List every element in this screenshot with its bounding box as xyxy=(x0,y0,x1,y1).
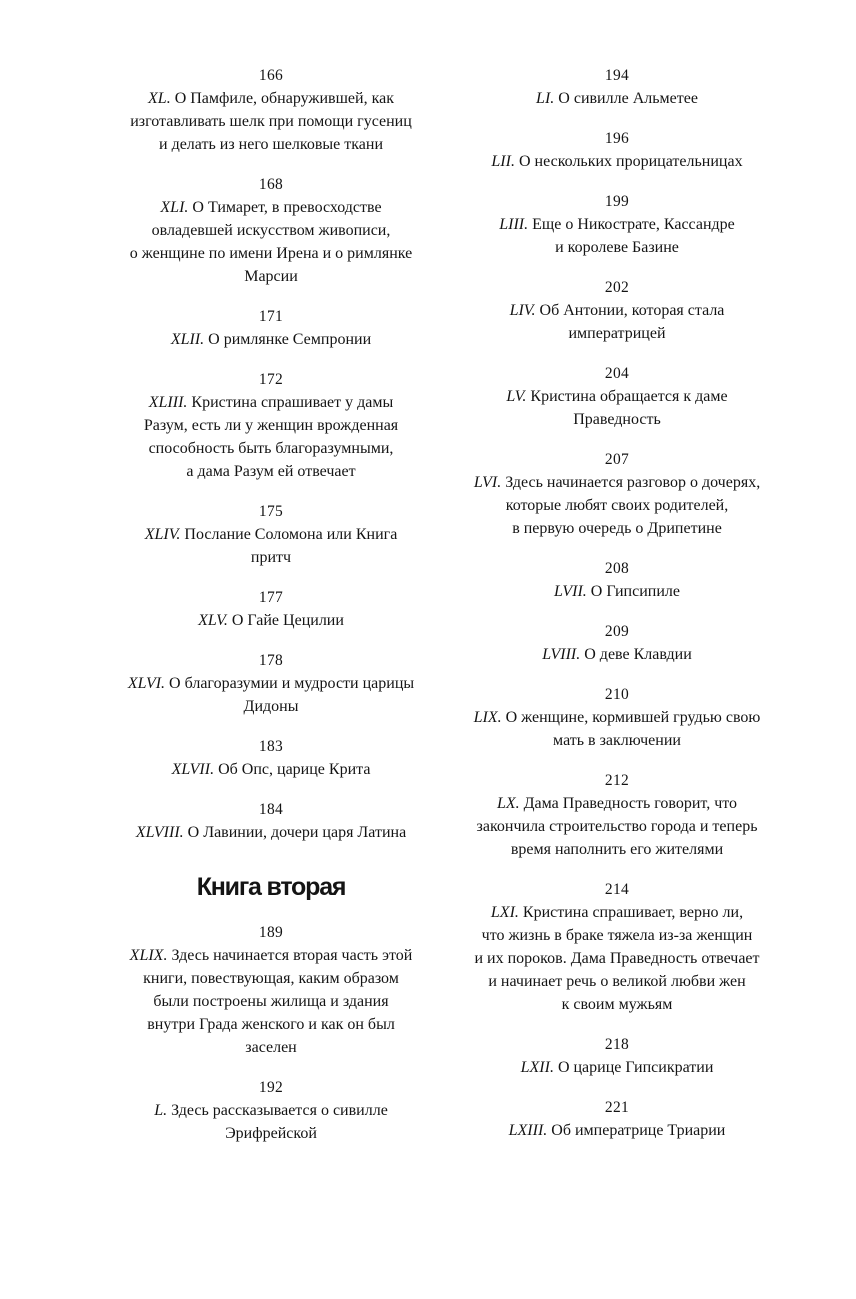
toc-page-number: 218 xyxy=(604,1036,630,1053)
chapter-title-text: О Тимарет, в превосходстве xyxy=(188,199,382,216)
toc-entry-line xyxy=(437,993,797,1016)
toc-page-number: 199 xyxy=(604,193,630,210)
toc-entry xyxy=(437,620,797,666)
toc-entry-line xyxy=(437,1119,797,1142)
chapter-numeral: LXII. xyxy=(520,1059,554,1076)
chapter-numeral: XLI. xyxy=(160,199,189,216)
chapter-title-text: Кристина спрашивает, верно ли, xyxy=(518,904,744,921)
toc-entry xyxy=(91,649,451,718)
chapter-numeral: LVIII. xyxy=(542,646,581,663)
chapter-numeral: XL. xyxy=(148,90,171,107)
chapter-title-text: Марсии xyxy=(244,268,298,285)
toc-entry xyxy=(91,64,451,156)
toc-entry-line xyxy=(91,990,451,1013)
toc-entry-line xyxy=(437,924,797,947)
chapter-title-text: Здесь начинается вторая часть этой xyxy=(167,947,413,964)
chapter-title-text: О Лавинии, дочери царя Латина xyxy=(183,824,407,841)
toc-page-number: 189 xyxy=(258,924,284,941)
chapter-title-text: О царице Гипсикратии xyxy=(553,1059,714,1076)
toc-page-number: 172 xyxy=(258,371,284,388)
chapter-title-text: О нескольких прорицательницах xyxy=(514,153,743,170)
toc-entry xyxy=(91,368,451,483)
chapter-numeral: LII. xyxy=(491,153,515,170)
chapter-title-text: притч xyxy=(250,549,292,566)
chapter-title-text: Кристина обращается к даме xyxy=(526,388,728,405)
toc-page-number: 221 xyxy=(604,1099,630,1116)
toc-entry-line xyxy=(91,609,451,632)
chapter-title-text: которые любят своих родителей, xyxy=(505,497,729,514)
chapter-title-text: О римлянке Семпронии xyxy=(204,331,372,348)
chapter-title-text: овладевшей искусством живописи, xyxy=(151,222,391,239)
chapter-numeral: LVI. xyxy=(473,474,502,491)
toc-entry xyxy=(437,878,797,1016)
toc-entry-line xyxy=(91,672,451,695)
toc-entry-line xyxy=(437,838,797,861)
chapter-title-text: Праведность xyxy=(573,411,661,428)
toc-entry-line xyxy=(91,695,451,718)
toc-entry-line xyxy=(437,322,797,345)
toc-entry xyxy=(437,557,797,603)
chapter-numeral: XLV. xyxy=(198,612,228,629)
toc-entry-line xyxy=(437,87,797,110)
book-two-heading: Книга вторая xyxy=(196,873,346,901)
chapter-title-text: в первую очередь о Дрипетине xyxy=(512,520,722,537)
toc-entry-line xyxy=(91,1099,451,1122)
chapter-title-text: а дама Разум ей отвечает xyxy=(186,463,356,480)
toc-entry-line xyxy=(437,299,797,322)
chapter-title-text: изготавливать шелк при помощи гусениц xyxy=(130,113,412,130)
toc-entry-line xyxy=(91,1013,451,1036)
chapter-title-text: О Памфиле, обнаружившей, как xyxy=(170,90,394,107)
toc-entry-line xyxy=(437,408,797,431)
chapter-numeral: XLIX. xyxy=(129,947,168,964)
toc-entry xyxy=(437,769,797,861)
chapter-title-text: мать в заключении xyxy=(553,732,681,749)
chapter-title-text: О Гипсипиле xyxy=(586,583,680,600)
chapter-title-text: Дидоны xyxy=(243,698,299,715)
chapter-numeral: LIII. xyxy=(499,216,529,233)
toc-entry-line xyxy=(437,150,797,173)
toc-entry-line xyxy=(91,242,451,265)
toc-entry-line xyxy=(91,944,451,967)
toc-entry xyxy=(437,64,797,110)
chapter-title-text: Здесь рассказывается о сивилле xyxy=(167,1102,388,1119)
toc-page-number: 210 xyxy=(604,686,630,703)
toc-entry-line xyxy=(91,546,451,569)
toc-page-number: 171 xyxy=(258,308,284,325)
toc-entry-line xyxy=(91,460,451,483)
toc-entry xyxy=(91,500,451,569)
chapter-title-text: что жизнь в браке тяжела из-за женщин xyxy=(481,927,753,944)
chapter-numeral: LXI. xyxy=(490,904,519,921)
chapter-title-text: Об Антонии, которая стала xyxy=(535,302,725,319)
toc-entry-line xyxy=(437,385,797,408)
toc-page-number: 208 xyxy=(604,560,630,577)
toc-entry-line xyxy=(91,391,451,414)
toc-entry-line xyxy=(91,265,451,288)
toc-entry xyxy=(437,1096,797,1142)
toc-entry-line xyxy=(437,729,797,752)
toc-entry-line xyxy=(437,792,797,815)
chapter-numeral: LIX. xyxy=(473,709,502,726)
toc-page-number: 183 xyxy=(258,738,284,755)
chapter-title-text: О женщине, кормившей грудью свою xyxy=(501,709,761,726)
chapter-title-text: Об императрице Триарии xyxy=(547,1122,726,1139)
toc-entry-line xyxy=(91,196,451,219)
chapter-title-text: Эрифрейской xyxy=(225,1125,317,1142)
chapter-title-text: Послание Соломона или Книга xyxy=(180,526,398,543)
toc-entry-line xyxy=(437,643,797,666)
toc-entry xyxy=(437,190,797,259)
toc-entry-line xyxy=(91,821,451,844)
toc-left-column xyxy=(91,64,451,1162)
chapter-title-text: Разум, есть ли у женщин врожденная xyxy=(143,417,399,434)
toc-entry xyxy=(437,127,797,173)
toc-entry-line xyxy=(437,901,797,924)
toc-entry xyxy=(437,276,797,345)
toc-entry xyxy=(437,683,797,752)
toc-page-number: 202 xyxy=(604,279,630,296)
toc-entry xyxy=(91,798,451,844)
chapter-title-text: О Гайе Цецилии xyxy=(227,612,344,629)
toc-entry-line xyxy=(437,471,797,494)
chapter-title-text: внутри Града женского и как он был xyxy=(147,1016,395,1033)
toc-page-number: 209 xyxy=(604,623,630,640)
toc-page-number: 175 xyxy=(258,503,284,520)
toc-page-number: 207 xyxy=(604,451,630,468)
book-two-entries xyxy=(91,921,451,1145)
chapter-title-text: Здесь начинается разговор о дочерях, xyxy=(501,474,761,491)
chapter-numeral: LXIII. xyxy=(508,1122,548,1139)
chapter-title-text: Дама Праведность говорит, что xyxy=(519,795,738,812)
toc-entry xyxy=(437,448,797,540)
toc-page-number: 192 xyxy=(258,1079,284,1096)
chapter-numeral: XLVI. xyxy=(127,675,166,692)
toc-page-number: 204 xyxy=(604,365,630,382)
book-one-entries xyxy=(91,64,451,844)
toc-entry xyxy=(91,735,451,781)
toc-entry-line xyxy=(437,815,797,838)
chapter-title-text: О благоразумии и мудрости царицы xyxy=(165,675,415,692)
toc-entry-line xyxy=(91,1036,451,1059)
toc-entry xyxy=(91,586,451,632)
chapter-title-text: и начинает речь о великой любви жен xyxy=(488,973,746,990)
toc-entry-line xyxy=(91,967,451,990)
toc-page-number: 196 xyxy=(604,130,630,147)
toc-page-number: 212 xyxy=(604,772,630,789)
chapter-numeral: XLVII. xyxy=(171,761,215,778)
toc-entry-line xyxy=(91,758,451,781)
chapter-title-text: закончила строительство города и теперь xyxy=(476,818,758,835)
toc-entry-line xyxy=(437,706,797,729)
chapter-numeral: XLIII. xyxy=(148,394,188,411)
toc-entry xyxy=(91,921,451,1059)
chapter-title-text: и их пороков. Дама Праведность отвечает xyxy=(474,950,760,967)
chapter-title-text: императрицей xyxy=(568,325,666,342)
toc-entry-line xyxy=(437,213,797,236)
toc-entry-line xyxy=(91,219,451,242)
chapter-title-text: заселен xyxy=(245,1039,297,1056)
chapter-title-text: способность быть благоразумными, xyxy=(148,440,394,457)
toc-page-number: 178 xyxy=(258,652,284,669)
chapter-title-text: и делать из него шелковые ткани xyxy=(159,136,383,153)
chapter-title-text: О сивилле Альметее xyxy=(554,90,698,107)
chapter-numeral: XLVIII. xyxy=(135,824,184,841)
toc-entry-line xyxy=(91,133,451,156)
chapter-numeral: LI. xyxy=(536,90,555,107)
toc-entry-line xyxy=(437,1056,797,1079)
toc-entry-line xyxy=(437,580,797,603)
toc-entry-line xyxy=(91,87,451,110)
chapter-numeral: LIV. xyxy=(509,302,536,319)
toc-entry-line xyxy=(437,970,797,993)
toc-entry-line xyxy=(91,437,451,460)
chapter-title-text: книги, повествующая, каким образом xyxy=(143,970,399,987)
chapter-title-text: Еще о Никострате, Кассандре xyxy=(528,216,735,233)
toc-page-number: 166 xyxy=(258,67,284,84)
toc-entry-line xyxy=(437,494,797,517)
toc-page-number: 214 xyxy=(604,881,630,898)
toc-entry-line xyxy=(91,414,451,437)
chapter-numeral: XLIV. xyxy=(144,526,181,543)
toc-entry-line xyxy=(437,947,797,970)
chapter-numeral: LVII. xyxy=(554,583,587,600)
chapter-numeral: LX. xyxy=(496,795,520,812)
chapter-numeral: L. xyxy=(154,1102,168,1119)
chapter-title-text: Об Опс, царице Крита xyxy=(214,761,371,778)
toc-entry xyxy=(437,362,797,431)
chapter-title-text: и королеве Базине xyxy=(555,239,679,256)
toc-entry xyxy=(91,173,451,288)
toc-entry-line xyxy=(91,1122,451,1145)
chapter-title-text: были построены жилища и здания xyxy=(153,993,389,1010)
chapter-numeral: LV. xyxy=(506,388,527,405)
toc-entry-line xyxy=(91,328,451,351)
toc-page-number: 177 xyxy=(258,589,284,606)
toc-entry xyxy=(437,1033,797,1079)
toc-entry-line xyxy=(437,236,797,259)
chapter-title-text: О деве Клавдии xyxy=(580,646,692,663)
chapter-title-text: Кристина спрашивает у дамы xyxy=(187,394,394,411)
toc-page-number: 168 xyxy=(258,176,284,193)
toc-entry-line xyxy=(437,517,797,540)
toc-entry xyxy=(91,1076,451,1145)
chapter-numeral: XLII. xyxy=(170,331,205,348)
toc-entry-line xyxy=(91,523,451,546)
chapter-title-text: к своим мужьям xyxy=(561,996,673,1013)
toc-entry-line xyxy=(91,110,451,133)
toc-right-column xyxy=(437,64,797,1159)
chapter-title-text: время наполнить его жителями xyxy=(510,841,724,858)
toc-page-number: 194 xyxy=(604,67,630,84)
toc-entry xyxy=(91,305,451,351)
book-two-entries-continued xyxy=(437,64,797,1142)
chapter-title-text: о женщине по имени Ирена и о римлянке xyxy=(129,245,413,262)
toc-page-number: 184 xyxy=(258,801,284,818)
